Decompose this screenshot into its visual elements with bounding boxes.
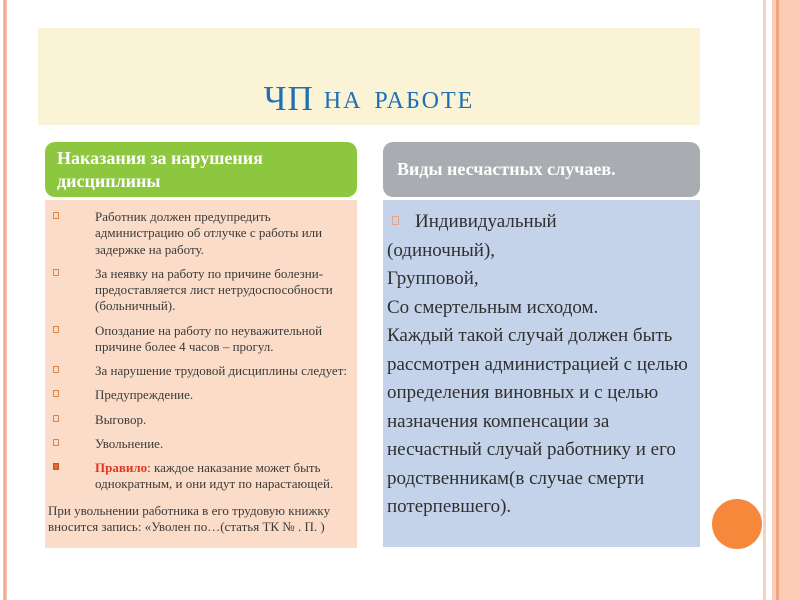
list-item (45, 266, 349, 315)
list-item-text: За нарушение трудовой дисциплины следует: (95, 363, 347, 378)
slide-title-main: ЧП (263, 79, 314, 118)
list-item (45, 412, 349, 428)
decorative-orange-circle (712, 499, 762, 549)
list-item-text: Индивидуальный (415, 211, 557, 232)
list-item-text: : каждое наказание может быть однократным, и они идут по нарастающей. (95, 460, 334, 492)
right-edge-stripes (763, 0, 800, 600)
list-item (45, 209, 349, 258)
left-column-body (45, 200, 357, 548)
list-item (45, 436, 349, 452)
list-item-text: Увольнение. (95, 435, 164, 451)
right-column-body (383, 200, 700, 547)
list-item (45, 387, 349, 403)
square-bullet-icon (53, 463, 59, 470)
list-item-text: Опоздание на работу по неуважительной причине более 4 часов – прогул. (95, 322, 323, 354)
square-bullet-icon (53, 366, 59, 373)
list-item-text: Выговор. (95, 411, 147, 427)
list-item (45, 323, 349, 356)
square-bullet-icon (53, 415, 59, 422)
square-bullet-icon (53, 439, 59, 446)
text-paragraph: Каждый такой случай должен быть рассмотрен администрацией с целью определения виновных и с целью назначения компенсации за несчастный случай работнику и его родственникам(в случае смерти потерпевшего). (387, 325, 688, 517)
slide-title-banner (38, 28, 700, 125)
list-item (45, 363, 349, 379)
list-item-rule (45, 460, 349, 493)
square-bullet-icon (53, 269, 59, 276)
square-bullet-icon (53, 390, 59, 397)
right-column-header: Виды несчастных случаев. (383, 142, 700, 197)
rule-label: Правило (95, 460, 148, 475)
slide-title-rest: НА РАБОТЕ (323, 88, 475, 115)
text-line: Со смертельным исходом. (387, 296, 599, 318)
left-column-footer-text: При увольнении работника в его трудовую книжку вносится запись: «Уволен по…(статья ТК № . П. ) (48, 502, 331, 534)
text-line: (одиночный), (387, 239, 496, 261)
square-bullet-icon (53, 212, 59, 219)
left-edge-stripe (3, 0, 7, 600)
list-item-text: Предупреждение. (95, 387, 194, 403)
list-item-text: Работник должен предупредить администрацию об отлучке с работы или задержке на работу. (95, 209, 323, 257)
square-bullet-icon (53, 326, 59, 333)
list-item (387, 208, 694, 237)
square-bullet-icon (392, 216, 399, 225)
text-line: Групповой, (387, 268, 479, 289)
list-item-text: За неявку на работу по причине болезни-предоставляется лист нетрудоспособности (больничный). (95, 265, 333, 314)
left-column-header: Наказания за нарушения дисциплины (45, 142, 357, 197)
